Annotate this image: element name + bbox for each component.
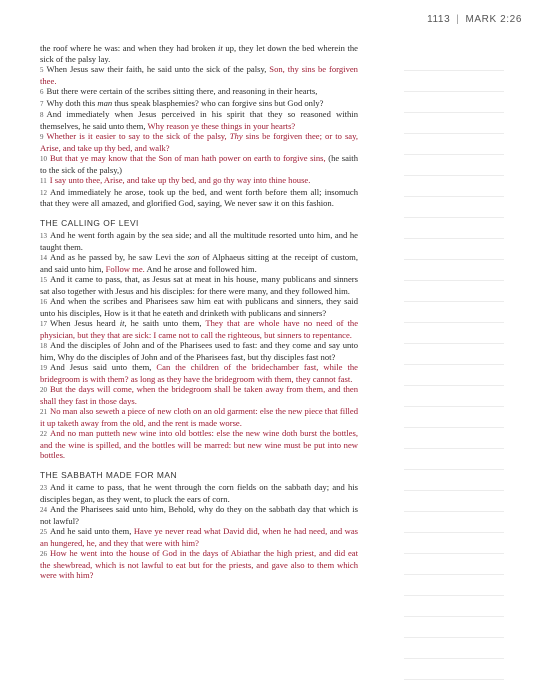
verse-number: 24 [40,506,47,514]
verse [40,406,358,428]
verse [40,384,358,406]
verse [40,64,358,86]
verse [40,109,358,131]
verse-text: of Alphaeus sitting at the receipt of custom, and said unto him, [40,252,358,274]
verse-text: And immediately when Jesus perceived in his spirit that they so reasoned within themselves, he said unto them, [40,109,358,131]
verse-number: 26 [40,550,47,558]
verse-text: And it came to pass, that he went through the corn fields on the sabbath day; and his disciples began, as they went, to pluck the ears of corn. [40,482,358,504]
verse-text: And the disciples of John and of the Pharisees used to fast: and they come and say unto him, Why do the disciples of John and of the Pharisees fast, but thy disciples fast not? [40,340,358,362]
notes-margin-lines [404,50,504,690]
verse-number: 5 [40,66,44,74]
verse [40,362,358,384]
verse-text: When Jesus saw their faith, he said unto the sick of the palsy, [46,64,270,74]
verse-text: the roof where he was: and when they had broken [40,43,218,53]
page-number: 1113 [427,14,451,25]
verse-number: 9 [40,133,44,141]
verse [40,274,358,296]
verse-number: 15 [40,276,47,284]
words-of-jesus: No man also seweth a piece of new cloth on an old garment: else the new piece that filled it up taketh away from the old, and the rent is made worse. [40,406,358,428]
words-of-jesus: But the days will come, when the bridegroom shall be taken away from them, and then shall they fast in those days. [40,384,358,406]
words-of-jesus: Why reason ye these things in your hearts? [147,120,296,131]
verse-number: 17 [40,320,47,328]
verse-text: And it came to pass, that, as Jesus sat at meat in his house, many publicans and sinners sat also together with Jesus and his disciples: for there were many, and they followed him. [40,274,358,296]
verse [40,482,358,504]
verse [40,526,358,548]
verse-text: And he went forth again by the sea side; and all the multitude resorted unto him, and he taught them. [40,230,358,252]
verse-text: (he saith to the sick of the palsy,) [40,153,358,175]
verse [40,153,358,175]
verse-text: And the Pharisees said unto him, Behold, why do they on the sabbath day that which is not lawful? [40,504,358,526]
words-of-jesus: Whether is it easier to say to the sick of the palsy, [46,131,230,141]
words-of-jesus: But that ye may know that the Son of man hath power on earth to forgive sins, [50,153,326,163]
verse [40,504,358,526]
verse [40,428,358,461]
verse-number: 10 [40,155,47,163]
chapter-reference: MARK 2:26 [465,14,522,25]
verse-text: Why doth this [46,97,98,108]
verse-text: it [217,43,223,53]
section-heading: THE SABBATH MADE FOR MAN [40,469,178,480]
verse-text: And as he passed by, he saw Levi the [50,252,188,262]
words-of-jesus: Son, thy sins be forgiven thee. [40,64,358,86]
verse-number: 20 [40,386,47,394]
scripture-text-column [40,43,358,581]
words-of-jesus: How he went into the house of God in the days of Abiathar the high priest, and did eat the shewbread, which is not lawful to eat but for the priests, and gave also to them which were with him? [40,548,358,580]
verse [40,296,358,318]
verse-number: 16 [40,298,47,306]
verse [40,548,358,581]
verse-text: , he saith unto them, [124,318,206,328]
verse [40,230,358,252]
words-of-jesus: They that are whole have no need of the physician, but they that are sick: I came not to call the righteous, but sinners to repentance. [40,318,359,340]
verse-text: And he arose and followed him. [144,263,257,274]
verse-number: 22 [40,430,47,438]
verse-text: And immediately he arose, took up the bed, and went forth before them all; insomuch that they were all amazed, and glorified God, saying, We never saw it on this fashion. [40,186,358,208]
verse-number: 8 [40,111,44,119]
verse [40,98,358,110]
verse-text: man [97,97,113,108]
words-of-jesus: Have ye never read what David did, when he had need, and was an hungered, he, and they that were with him? [40,526,359,548]
verse-number: 14 [40,254,47,262]
verse [40,318,358,340]
verse [40,187,358,209]
verse-number: 21 [40,408,47,416]
verse-number: 23 [40,484,47,492]
verse-number: 7 [40,99,44,108]
verse-text: And Jesus said unto them, [50,362,157,372]
verse-number: 11 [40,177,47,185]
words-of-jesus: Can the children of the bridechamber fast, while the bridegroom is with them? as long as they have the bridegroom with them, they cannot fast. [40,362,358,384]
verse-text: it [119,318,125,328]
verse-number: 6 [40,88,44,96]
verse-text: son [187,252,200,262]
section-heading: THE CALLING OF LEVI [40,217,139,228]
verse-text: up, they let down the bed wherein the sick of the palsy lay. [40,43,358,64]
header-separator: | [456,14,460,25]
verse [40,131,358,153]
verse [40,43,358,64]
verse-number: 12 [40,188,47,197]
verse-text: And he said unto them, [50,526,134,536]
words-of-jesus: And no man putteth new wine into old bottles: else the new wine doth burst the bottles, and the wine is spilled, and the bottles will be marred: but new wine must be put into new bottles. [40,428,358,460]
verse-text: But there were certain of the scribes sitting there, and reasoning in their hearts, [46,86,318,96]
verse [40,175,358,187]
words-of-jesus: Follow me. [105,263,145,274]
verse [40,340,358,362]
words-of-jesus: Thy [229,131,243,141]
running-header [427,14,522,25]
verse-text: When Jesus heard [50,318,120,328]
verse-number: 18 [40,342,47,350]
verse [40,252,358,274]
verse [40,86,358,98]
words-of-jesus: I say unto thee, Arise, and take up thy bed, and go thy way into thine house. [49,175,311,185]
verse-text: And when the scribes and Pharisees saw him eat with publicans and sinners, they said unto his disciples, How is it that he eateth and drinketh with publicans and sinners? [40,296,358,318]
verse-text: thus speak blasphemies? who can forgive sins but God only? [112,97,324,108]
verse-number: 19 [40,364,47,372]
verse-number: 13 [40,232,47,240]
verse-number: 25 [40,528,47,536]
words-of-jesus: sins be forgiven thee; or to say, Arise, and take up thy bed, and walk? [40,131,358,153]
